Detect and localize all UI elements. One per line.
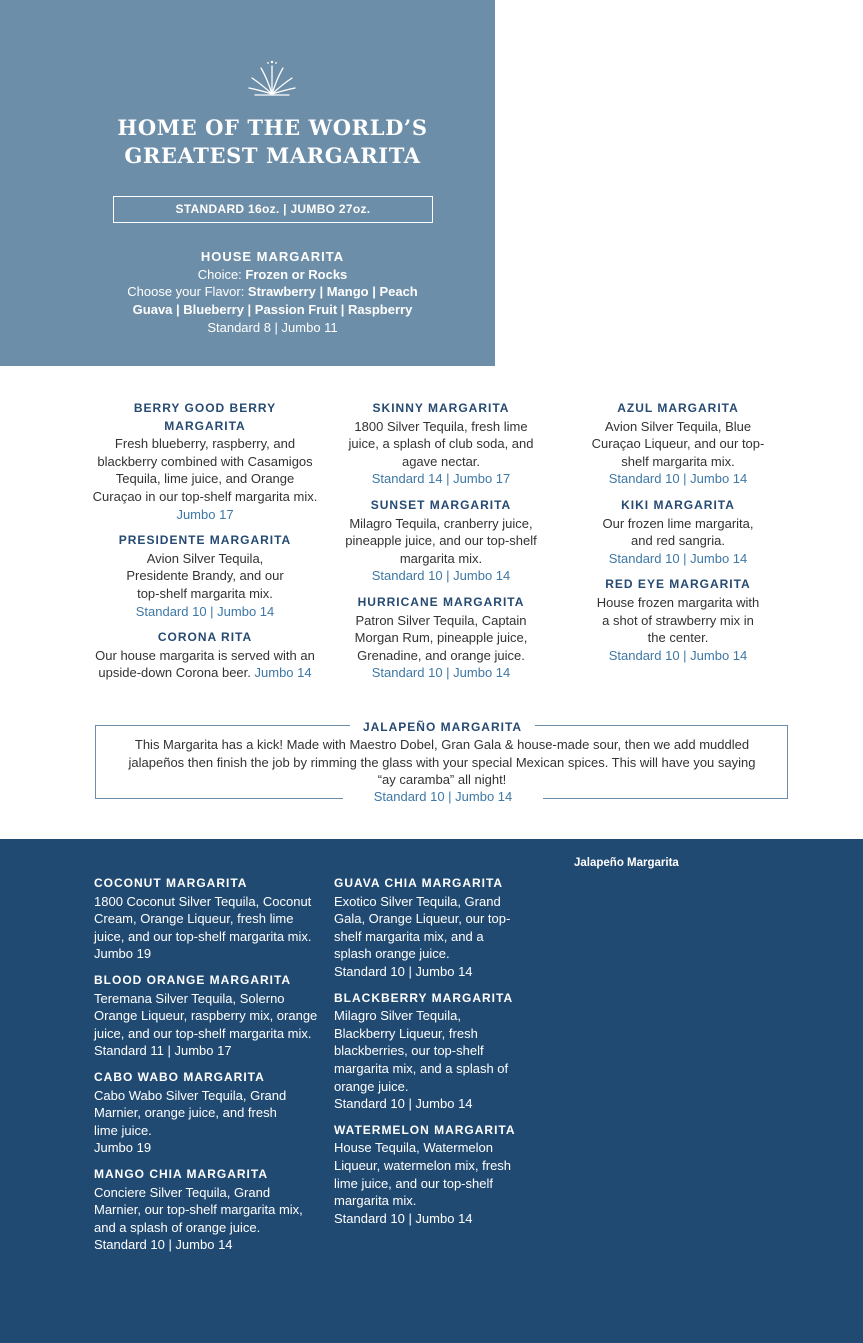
menu-item: [338, 497, 544, 585]
menu-item: [585, 400, 771, 488]
item-desc: 1800 Silver Tequila, fresh lime juice, a splash of club soda, and agave nectar.: [348, 418, 534, 469]
item-desc: 1800 Coconut Silver Tequila, Coconut Cream, Orange Liqueur, fresh lime juice, and our top-shelf margarita mix.: [94, 893, 312, 944]
menu-item: [92, 400, 318, 523]
item-name: CABO WABO MARGARITA: [94, 1069, 265, 1084]
item-price: Standard 11 | Jumbo 17: [94, 1043, 232, 1059]
item-name: PRESIDENTE MARGARITA: [118, 533, 292, 548]
item-name: CORONA RITA: [157, 630, 253, 645]
menu-item: [92, 629, 318, 682]
menu-item: [92, 532, 318, 620]
item-name: MANGO CHIA MARGARITA: [94, 1166, 268, 1181]
house-margarita-title: HOUSE MARGARITA: [200, 249, 345, 264]
item-desc: Avion Silver Tequila, Presidente Brandy, and our top-shelf margarita mix.: [126, 550, 284, 601]
item-name: BLOOD ORANGE MARGARITA: [94, 972, 292, 987]
size-info-box: STANDARD 16oz. | JUMBO 27oz.: [113, 196, 433, 223]
item-desc: Milagro Tequila, cranberry juice, pineapple juice, and our top-shelf margarita mix.: [345, 515, 537, 566]
jalapeno-title: JALAPEÑO MARGARITA: [350, 718, 535, 736]
item-desc: Milagro Silver Tequila, Blackberry Liqueur, fresh blackberries, our top-shelf margarita mix, and a splash of orange juice.: [334, 1008, 509, 1094]
item-name: AZUL MARGARITA: [617, 401, 739, 415]
item-price: Standard 10 | Jumbo 14: [608, 647, 748, 663]
page-title: [0, 114, 545, 170]
photo-caption: Jalapeño Margarita: [574, 857, 679, 869]
menu-item: [94, 972, 319, 1060]
item-price: Standard 10 | Jumbo 14: [334, 963, 473, 979]
item-desc: Our house margarita is served with an upside-down Corona beer.: [95, 647, 315, 681]
headline-line-1: HOME OF THE WORLD’S: [117, 115, 428, 140]
item-price: Standard 10 | Jumbo 14: [371, 568, 511, 584]
item-desc: Fresh blueberry, raspberry, and blackberry combined with Casamigos Tequila, lime juice, and Orange Curaçao in our top-shelf margarita mix.: [92, 436, 318, 504]
item-name: BERRY GOOD BERRY MARGARITA: [133, 401, 277, 433]
item-price: Standard 14 | Jumbo 17: [371, 471, 511, 487]
item-price: Jumbo 19: [94, 946, 152, 962]
item-price: Jumbo 19: [94, 1140, 152, 1156]
item-price: Standard 10 | Jumbo 14: [94, 1237, 233, 1253]
menu-item: [94, 1166, 319, 1254]
menu-item: [334, 990, 534, 1113]
menu-item: [334, 875, 534, 981]
item-price: Standard 10 | Jumbo 14: [334, 1210, 473, 1226]
jalapeno-desc: This Margarita has a kick! Made with Maestro Dobel, Gran Gala & house-made sour, then we add muddled jalapeños then finish the job by rimming the glass with your special Mexican spices. This will have you saying “ay caramba” all night!: [128, 737, 756, 788]
item-desc: Avion Silver Tequila, Blue Curaçao Liqueur, and our top-shelf margarita mix.: [591, 418, 765, 469]
item-desc: Patron Silver Tequila, Captain Morgan Rum, pineapple juice, Grenadine, and orange juice.: [354, 612, 528, 663]
house-flavors: Choose your Flavor: Strawberry | Mango | Peach: [127, 284, 418, 300]
item-name: BLACKBERRY MARGARITA: [334, 990, 514, 1005]
jalapeno-price: Standard 10 | Jumbo 14: [343, 788, 543, 806]
menu-item: [94, 1069, 319, 1157]
menu-item: [334, 1122, 534, 1228]
item-name: RED EYE MARGARITA: [605, 577, 751, 592]
house-price: Standard 8 | Jumbo 11: [207, 319, 338, 335]
item-price: Standard 10 | Jumbo 14: [608, 471, 748, 487]
house-choice: Choice: Frozen or Rocks: [197, 266, 348, 282]
item-desc: Teremana Silver Tequila, Solerno Orange Liqueur, raspberry mix, orange juice, and our top-shelf margarita mix.: [94, 990, 318, 1041]
menu-column-3: [585, 400, 771, 673]
item-price: Standard 10 | Jumbo 14: [371, 665, 511, 681]
agave-icon: [247, 58, 297, 98]
item-name: GUAVA CHIA MARGARITA: [334, 876, 504, 890]
item-desc: House Tequila, Watermelon Liqueur, watermelon mix, fresh lime juice, and our top-shelf margarita mix.: [334, 1140, 512, 1209]
item-name: HURRICANE MARGARITA: [357, 594, 525, 609]
house-flavors-2: Guava | Blueberry | Passion Fruit | Raspberry: [132, 302, 413, 318]
item-price: Standard 10 | Jumbo 14: [334, 1096, 473, 1112]
menu-column-1: [92, 400, 318, 691]
item-desc: Conciere Silver Tequila, Grand Marnier, our top-shelf margarita mix, and a splash of orange juice.: [94, 1184, 303, 1235]
item-name: SUNSET MARGARITA: [370, 497, 512, 512]
item-desc: Exotico Silver Tequila, Grand Gala, Orange Liqueur, our top-shelf margarita mix, and a splash orange juice.: [334, 893, 511, 962]
menu-item: [585, 576, 771, 664]
item-price: Jumbo 14: [254, 665, 312, 681]
menu-item: [338, 400, 544, 488]
item-desc: House frozen margarita with a shot of strawberry mix in the center.: [596, 594, 760, 646]
headline-line-2: GREATEST MARGARITA: [124, 143, 421, 168]
menu-item: [94, 875, 319, 963]
specialty-column-2: [334, 875, 534, 1236]
item-desc: Our frozen lime margarita, and red sangria.: [602, 515, 754, 549]
menu-item: [338, 594, 544, 682]
item-price: Standard 10 | Jumbo 14: [608, 550, 748, 566]
item-name: COCONUT MARGARITA: [94, 876, 248, 890]
item-name: WATERMELON MARGARITA: [334, 1122, 516, 1137]
house-margarita: [0, 248, 545, 337]
item-name: SKINNY MARGARITA: [372, 401, 510, 415]
item-name: KIKI MARGARITA: [621, 497, 735, 512]
item-price: Jumbo 17: [176, 506, 234, 522]
item-price: Standard 10 | Jumbo 14: [135, 603, 275, 619]
item-desc: Cabo Wabo Silver Tequila, Grand Marnier, orange juice, and fresh lime juice.: [94, 1087, 287, 1138]
menu-column-2: [338, 400, 544, 691]
menu-item: [585, 497, 771, 567]
specialty-column-1: [94, 875, 319, 1263]
